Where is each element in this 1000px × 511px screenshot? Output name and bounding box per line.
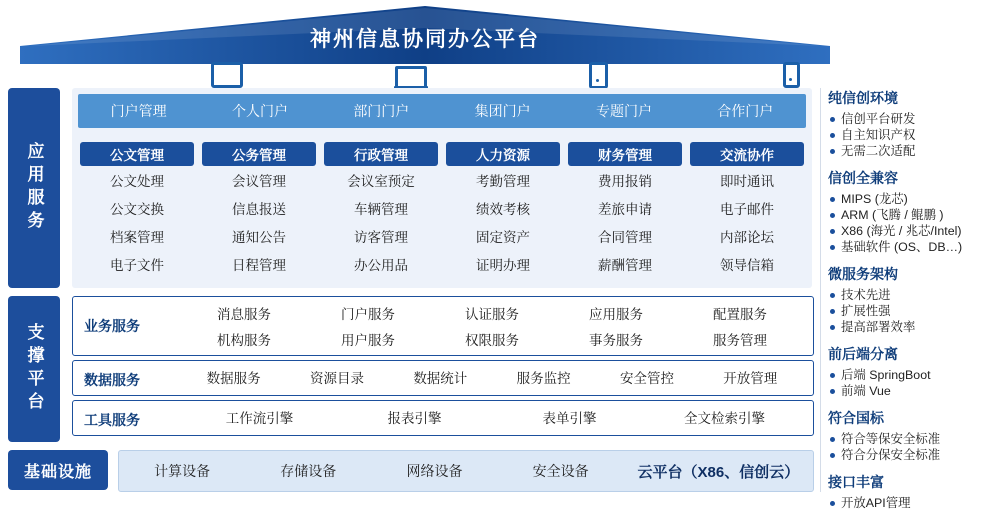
infrastructure-row: [118, 450, 814, 492]
feature-list: [828, 287, 994, 335]
tablet-icon: [582, 62, 612, 88]
feature-list: [828, 191, 994, 255]
portal-item[interactable]: 集团门户: [474, 103, 531, 119]
app-item[interactable]: 合同管理: [598, 230, 652, 245]
business-service-row-2: [182, 326, 802, 351]
data-service-row: [182, 360, 802, 394]
service-item[interactable]: 资源目录: [309, 371, 364, 386]
app-item[interactable]: 会议管理: [232, 174, 286, 189]
app-item[interactable]: 电子文件: [110, 258, 164, 273]
app-column: [568, 142, 682, 284]
app-item[interactable]: 证明办理: [476, 258, 530, 273]
service-item[interactable]: 配置服务: [713, 306, 767, 322]
app-column-header[interactable]: 公务管理: [202, 142, 316, 166]
app-item[interactable]: 内部论坛: [720, 230, 774, 245]
feature-section: [828, 264, 994, 335]
feature-section: [828, 88, 994, 159]
app-column: [202, 142, 316, 284]
feature-item: 符合分保安全标准: [828, 447, 994, 463]
layer-label-infrastructure: [8, 450, 108, 490]
infra-cloud-item[interactable]: 云平台（X86、信创云）: [637, 463, 800, 481]
tool-service-label: 工具服务: [84, 412, 140, 428]
feature-title: 前后端分离: [828, 346, 898, 362]
feature-item: X86 (海光 / 兆芯/Intel): [828, 223, 994, 239]
service-item[interactable]: 全文检索引擎: [684, 411, 765, 426]
service-item[interactable]: 消息服务: [217, 306, 271, 322]
feature-item: 无需二次适配: [828, 143, 994, 159]
feature-item: 扩展性强: [828, 303, 994, 319]
feature-item: 后端 SpringBoot: [828, 367, 994, 383]
app-column-header[interactable]: 行政管理: [324, 142, 438, 166]
service-item[interactable]: 安全管控: [619, 371, 674, 386]
service-item[interactable]: 服务管理: [713, 332, 767, 348]
phone-icon: [775, 62, 805, 88]
feature-item: 提高部署效率: [828, 319, 994, 335]
feature-item: 信创平台研发: [828, 111, 994, 127]
app-column-header[interactable]: 人力资源: [446, 142, 560, 166]
app-item[interactable]: 档案管理: [110, 230, 164, 245]
app-item[interactable]: 电子邮件: [720, 202, 774, 217]
service-item[interactable]: 认证服务: [465, 306, 519, 322]
infra-item[interactable]: 安全设备: [532, 463, 589, 479]
layer-label-application: [8, 88, 60, 288]
divider: [820, 88, 821, 492]
feature-section: [828, 472, 994, 511]
app-item[interactable]: 领导信箱: [720, 258, 774, 273]
app-item[interactable]: 差旅申请: [598, 202, 652, 217]
app-item[interactable]: 固定资产: [476, 230, 530, 245]
portal-row: [78, 94, 806, 128]
feature-item: 自主知识产权: [828, 127, 994, 143]
service-item[interactable]: 工作流引擎: [225, 411, 294, 426]
app-item[interactable]: 即时通讯: [720, 174, 774, 189]
feature-item: 技术先进: [828, 287, 994, 303]
service-item[interactable]: 机构服务: [217, 332, 271, 348]
feature-item: ARM (飞腾 / 鲲鹏 ): [828, 207, 994, 223]
page-title: 神州信息协同办公平台: [310, 28, 540, 51]
infra-item[interactable]: 网络设备: [406, 463, 463, 479]
app-item[interactable]: 访客管理: [354, 230, 408, 245]
app-item[interactable]: 绩效考核: [476, 202, 530, 217]
feature-item: 符合等保安全标准: [828, 431, 994, 447]
feature-title: 接口丰富: [828, 474, 884, 490]
layer-label-support: [8, 296, 60, 442]
application-columns: [80, 142, 804, 284]
feature-list: [828, 111, 994, 159]
layer-label-infrastructure-text: 基础设施: [23, 463, 92, 481]
data-service-label: 数据服务: [84, 372, 140, 388]
monitor-icon: [211, 62, 241, 88]
app-column-header[interactable]: 公文管理: [80, 142, 194, 166]
portal-item[interactable]: 个人门户: [231, 103, 288, 119]
app-item[interactable]: 会议室预定: [347, 174, 415, 189]
service-item[interactable]: 报表引擎: [387, 411, 442, 426]
feature-section: [828, 168, 994, 255]
feature-item: MIPS (龙芯): [828, 191, 994, 207]
infra-item[interactable]: 计算设备: [154, 463, 211, 479]
service-item[interactable]: 表单引擎: [542, 411, 597, 426]
header-banner: [20, 6, 830, 64]
app-column-header[interactable]: 财务管理: [568, 142, 682, 166]
service-item[interactable]: 开放管理: [723, 371, 778, 386]
service-item[interactable]: 数据服务: [206, 371, 261, 386]
feature-section: [828, 344, 994, 399]
app-item[interactable]: 车辆管理: [354, 202, 408, 217]
feature-title: 纯信创环境: [828, 90, 898, 106]
app-item[interactable]: 办公用品: [354, 258, 408, 273]
service-item[interactable]: 事务服务: [589, 332, 643, 348]
layer-label-application-text: 应用服务: [24, 142, 44, 234]
app-column-header[interactable]: 交流协作: [690, 142, 804, 166]
feature-item: 开放API管理: [828, 495, 994, 511]
device-icon-row: [85, 62, 805, 88]
feature-item: 前端 Vue: [828, 383, 994, 399]
business-service-label: 业务服务: [84, 318, 140, 334]
service-item[interactable]: 权限服务: [465, 332, 519, 348]
portal-item[interactable]: 专题门户: [595, 103, 652, 119]
support-panel: [72, 296, 812, 442]
app-column: [324, 142, 438, 284]
feature-title: 符合国标: [828, 410, 884, 426]
portal-item[interactable]: 部门门户: [353, 103, 410, 119]
portal-item[interactable]: 合作门户: [717, 103, 774, 119]
feature-item: 基础软件 (OS、DB…): [828, 239, 994, 255]
app-item[interactable]: 考勤管理: [476, 174, 530, 189]
app-item[interactable]: 公文交换: [110, 202, 164, 217]
service-item[interactable]: 门户服务: [341, 306, 395, 322]
feature-list: [828, 367, 994, 399]
app-column: [80, 142, 194, 284]
app-item[interactable]: 公文处理: [110, 174, 164, 189]
infra-item[interactable]: 存储设备: [280, 463, 337, 479]
app-column: [690, 142, 804, 284]
service-item[interactable]: 应用服务: [589, 306, 643, 322]
feature-title: 信创全兼容: [828, 170, 898, 186]
feature-panel: [828, 88, 994, 510]
app-column: [446, 142, 560, 284]
tool-service-row: [182, 400, 802, 434]
service-item[interactable]: 服务监控: [516, 371, 571, 386]
service-item[interactable]: 用户服务: [341, 332, 395, 348]
layer-label-support-text: 支撑平台: [24, 323, 44, 415]
app-item[interactable]: 费用报销: [598, 174, 652, 189]
business-service-row-1: [182, 300, 802, 325]
service-item[interactable]: 数据统计: [413, 371, 468, 386]
app-item[interactable]: 信息报送: [232, 202, 286, 217]
feature-section: [828, 408, 994, 463]
app-item[interactable]: 日程管理: [232, 258, 286, 273]
app-item[interactable]: 通知公告: [232, 230, 286, 245]
portal-item[interactable]: 门户管理: [110, 103, 167, 119]
app-item[interactable]: 薪酬管理: [598, 258, 652, 273]
feature-title: 微服务架构: [828, 266, 898, 282]
feature-list: [828, 495, 994, 511]
feature-list: [828, 431, 994, 463]
